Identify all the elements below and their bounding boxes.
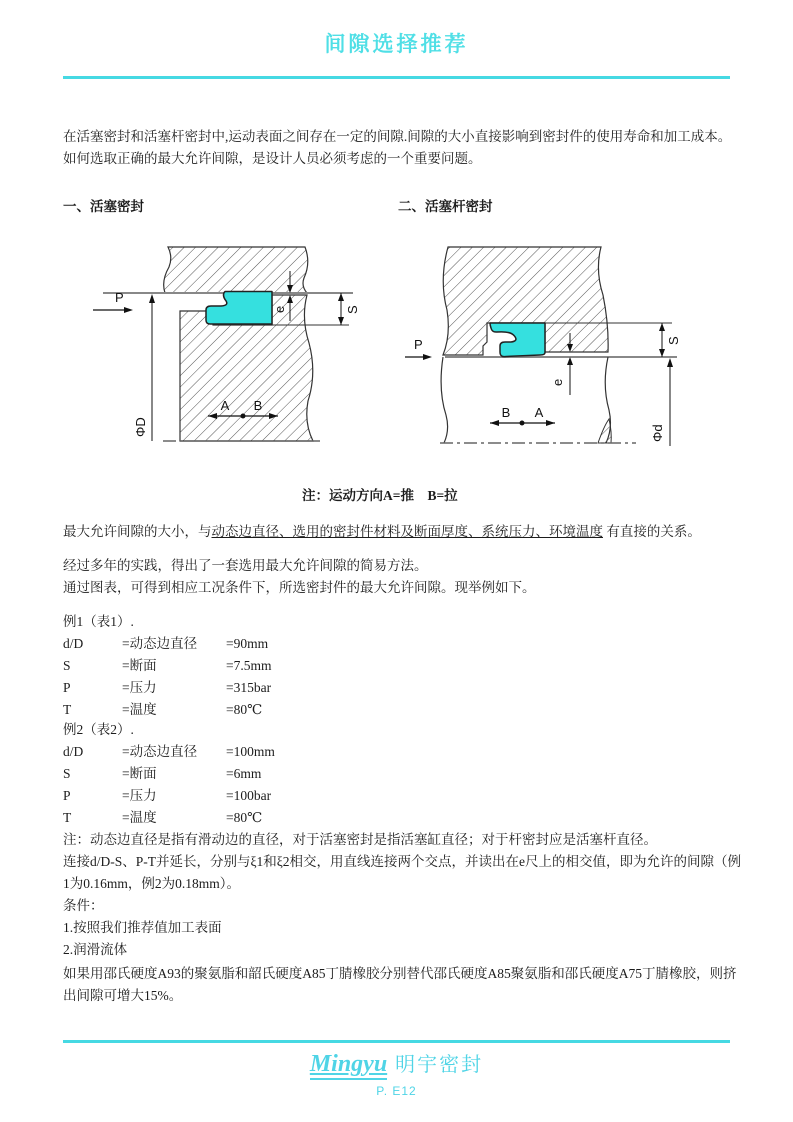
- note-condition-2: 2.润滑流体: [63, 942, 128, 957]
- dim-e-label: e: [550, 378, 565, 386]
- rod-break-hatch-sliver: [598, 419, 611, 443]
- section-heading-rod-seal: 二、活塞杆密封: [398, 199, 493, 214]
- page-number: P. E12: [376, 1084, 417, 1098]
- dim-dia-arrow: [149, 294, 155, 303]
- row-name: =动态边直径: [122, 744, 198, 759]
- footer-brand: [0, 1048, 793, 1078]
- row-value: =100mm: [226, 744, 275, 759]
- allowable-underlined-factors: 动态边直径、选用的密封件材料及断面厚度、系统压力、环境温度: [211, 524, 603, 539]
- table-row: [63, 763, 483, 785]
- footer-rule: [63, 1040, 730, 1043]
- dim-s-arrow-top: [659, 323, 665, 331]
- example-1-title: 例1（表1）.: [63, 614, 134, 629]
- row-symbol: d/D: [63, 636, 84, 651]
- row-symbol: P: [63, 788, 71, 803]
- cylinder-wall-section: [164, 247, 308, 293]
- rod-seal-diagram: [400, 240, 690, 450]
- row-value: =80℃: [226, 702, 263, 717]
- row-symbol: S: [63, 658, 71, 673]
- brand-chinese: 明宇密封: [395, 1054, 484, 1076]
- notes-block: [63, 829, 745, 961]
- top-rule: [63, 76, 730, 79]
- table-row: [63, 677, 483, 699]
- example-2-block: [63, 719, 483, 829]
- piston-seal-diagram: [85, 233, 365, 448]
- row-symbol: d/D: [63, 744, 84, 759]
- row-symbol: S: [63, 766, 71, 781]
- allowable-post: 有直接的关系。: [603, 524, 701, 539]
- intro-paragraph: 在活塞密封和活塞杆密封中,运动表面之间存在一定的间隙.间隙的大小直接影响到密封件的使用寿命和加工成本。如何选取正确的最大允许间隙，是设计人员必须考虑的一个重要问题。: [63, 129, 732, 166]
- method-line-1: 经过多年的实践，得出了一套选用最大允许间隙的简易方法。: [63, 558, 428, 573]
- motion-arrow-dot: [520, 421, 525, 426]
- motion-arrow-dot: [241, 414, 246, 419]
- table-row: [63, 785, 483, 807]
- row-name: =温度: [122, 810, 157, 825]
- dim-s-arrow-bottom: [338, 317, 344, 325]
- table-row: [63, 699, 483, 721]
- hardness-paragraph: 如果用邵氏硬度A93的聚氨脂和韶氏硬度A85丁腈橡胶分别替代邵氏硬度A85聚氨脂和邵氏硬度A75丁腈橡胶，则挤出间隙可增大15%。: [63, 966, 737, 1003]
- note-definition: 注：动态边直径是指有滑动边的直径，对于活塞密封是指活塞缸直径；对于杆密封应是活塞杆直径。: [63, 832, 657, 847]
- dim-dia-arrow: [667, 358, 673, 367]
- row-value: =315bar: [226, 680, 272, 695]
- table-row: [63, 807, 483, 829]
- dim-s-label: S: [345, 305, 360, 314]
- row-name: =动态边直径: [122, 636, 198, 651]
- pressure-label: P: [115, 290, 124, 305]
- pressure-arrowhead: [423, 354, 432, 360]
- dim-s-arrow-top: [338, 293, 344, 301]
- dim-s-label: S: [666, 336, 681, 345]
- table-row: [63, 633, 483, 655]
- pressure-arrowhead: [124, 307, 133, 313]
- row-name: =温度: [122, 702, 157, 717]
- row-value: =100bar: [226, 788, 272, 803]
- table-row: [63, 741, 483, 763]
- dim-a-label: A: [220, 398, 230, 413]
- row-name: =断面: [122, 766, 157, 781]
- section-heading-piston-seal: 一、活塞密封: [63, 199, 144, 214]
- example-2-title: 例2（表2）.: [63, 722, 134, 737]
- method-line-2: 通过图表，可得到相应工况条件下，所选密封件的最大允许间隙。现举例如下。: [63, 580, 536, 595]
- note-condition-1: 1.按照我们推荐值加工表面: [63, 920, 222, 935]
- motion-arrow-left: [490, 420, 499, 426]
- method-paragraph: [63, 555, 743, 599]
- brand-latin: Mingyu: [310, 1051, 387, 1080]
- dim-dia-label: Φd: [650, 424, 665, 442]
- row-name: =压力: [122, 788, 157, 803]
- motion-direction-note: 注：运动方向A=推 B=拉: [302, 488, 458, 503]
- allowable-pre: 最大允许间隙的大小，与: [63, 524, 212, 539]
- seal-profile: [490, 323, 545, 357]
- row-value: =7.5mm: [226, 658, 272, 673]
- row-symbol: T: [63, 810, 72, 825]
- row-value: =80℃: [226, 810, 263, 825]
- dim-e-label: e: [272, 305, 287, 313]
- allowable-clearance-paragraph: [63, 521, 743, 543]
- dim-s-arrow-bottom: [659, 349, 665, 357]
- pressure-label: P: [414, 337, 423, 352]
- table-row: [63, 655, 483, 677]
- note-conditions-heading: 条件：: [63, 898, 104, 913]
- page-title: 间隙选择推荐: [324, 33, 469, 56]
- seal-profile: [206, 292, 272, 325]
- row-name: =压力: [122, 680, 157, 695]
- row-name: =断面: [122, 658, 157, 673]
- example-1-block: [63, 611, 483, 721]
- row-symbol: P: [63, 680, 71, 695]
- row-value: =90mm: [226, 636, 269, 651]
- dim-a-label: A: [534, 405, 544, 420]
- row-value: =6mm: [226, 766, 262, 781]
- row-symbol: T: [63, 702, 72, 717]
- dim-b-label: B: [253, 398, 263, 413]
- dim-dia-label: ΦD: [133, 417, 148, 437]
- dim-b-label: B: [501, 405, 511, 420]
- motion-arrow-right: [546, 420, 555, 426]
- rod-left-break-edge: [441, 357, 448, 443]
- note-procedure: 连接d/D-S、P-T并延长，分别与ξ1和ξ2相交，用直线连接两个交点，并读出在e尺上的相交值，即为允许的间隙（例1为0.16mm，例2为0.18mm）。: [63, 854, 742, 891]
- dim-e-arrow-up: [567, 357, 573, 365]
